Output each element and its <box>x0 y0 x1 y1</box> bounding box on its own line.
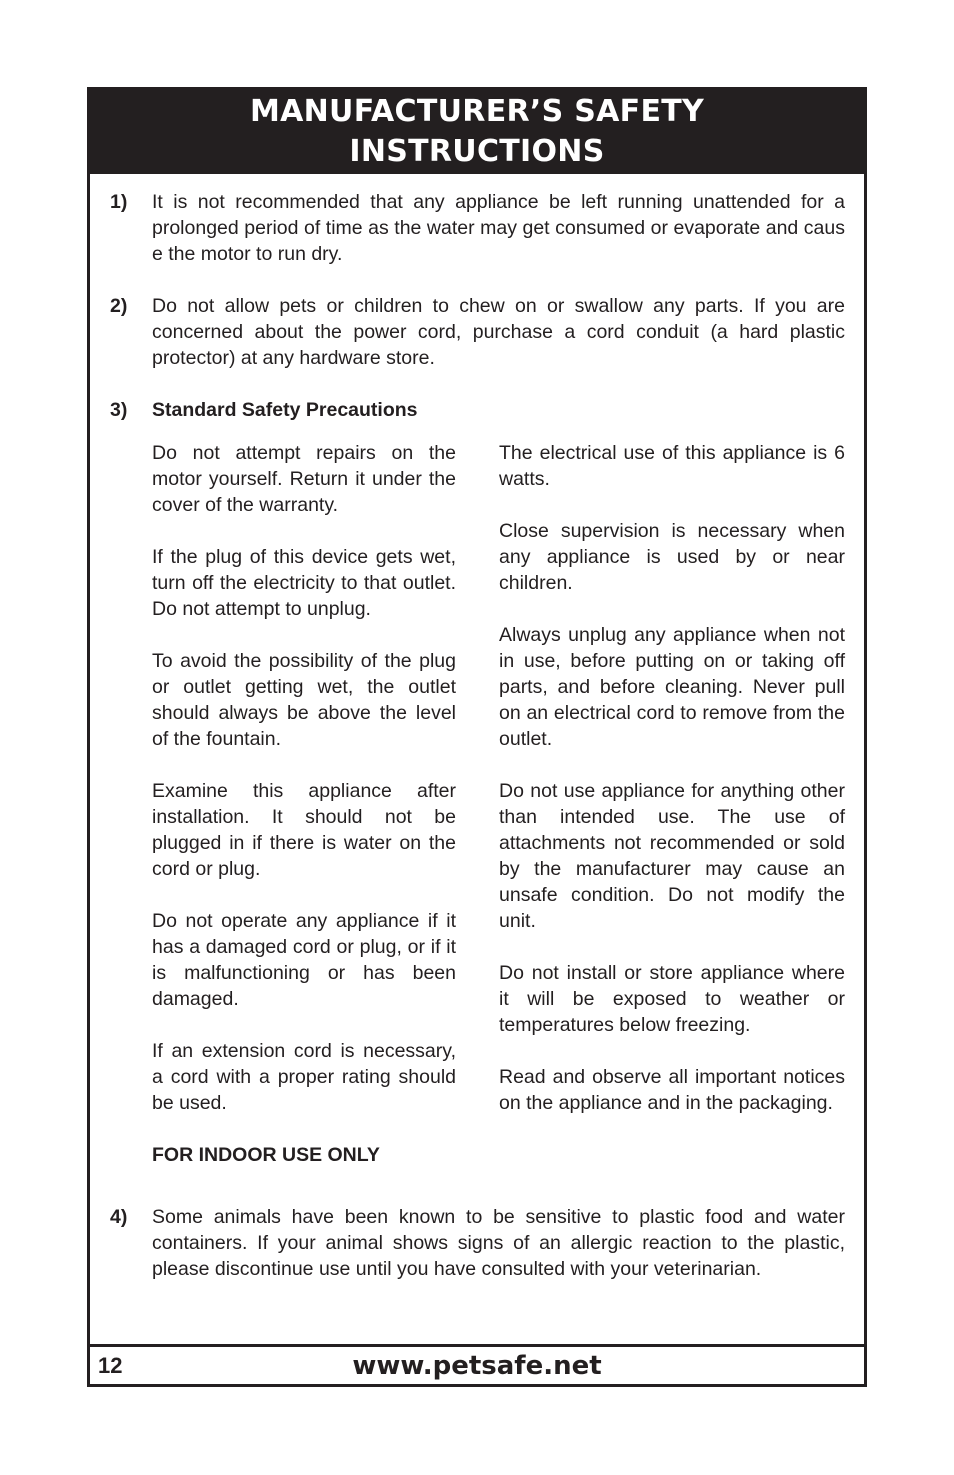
precaution-paragraph: Close supervision is necessary when any appliance is used by or near children. <box>499 520 845 594</box>
website-link[interactable]: www.petsafe.net <box>352 1351 602 1381</box>
precaution-paragraph: Examine this appliance after installation. It should not be plugged in if there is water on the cord or plug. <box>152 780 456 880</box>
indoor-use-notice: FOR INDOOR USE ONLY <box>152 1144 380 1166</box>
item-text: Do not allow pets or children to chew on or swallow any parts. If you are concerned about the power cord, purchase a cord conduit (a hard plastic protector) at any hardware store. <box>152 295 845 369</box>
item-number: 3) <box>110 399 128 421</box>
precaution-paragraph: If an extension cord is necessary, a cord with a proper rating should be used. <box>152 1040 456 1114</box>
page-number: 12 <box>98 1353 123 1378</box>
instruction-item-2 <box>110 293 845 371</box>
page-header <box>90 90 864 174</box>
page-footer <box>90 1344 864 1387</box>
precautions-left-column <box>152 440 456 1168</box>
instruction-item-4 <box>110 1204 845 1282</box>
precaution-paragraph: The electrical use of this appliance is 6 watts. <box>499 442 845 490</box>
precaution-paragraph: Always unplug any appliance when not in use, before putting on or taking off parts, and before cleaning. Never pull on an electrical cord to remove from the outlet. <box>499 624 845 750</box>
instruction-item-1 <box>110 189 845 267</box>
instruction-item-3 <box>110 397 845 423</box>
precaution-paragraph: Do not install or store appliance where it will be exposed to weather or temperatures below freezing. <box>499 962 845 1036</box>
precautions-right-column <box>499 440 845 1142</box>
precaution-paragraph: Do not attempt repairs on the motor yourself. Return it under the cover of the warranty. <box>152 442 456 516</box>
precaution-paragraph: Read and observe all important notices on the appliance and in the packaging. <box>499 1066 845 1114</box>
page-title: MANUFACTURER’S SAFETY INSTRUCTIONS <box>249 94 705 169</box>
item-text: It is not recommended that any appliance be left running unattended for a prolonged period of time as the water may get consumed or evaporate and caus e the motor to run dry. <box>152 191 845 265</box>
item-number: 1) <box>110 191 128 213</box>
item-number: 2) <box>110 295 128 317</box>
precaution-paragraph: Do not operate any appliance if it has a damaged cord or plug, or if it is malfunctioning or has been damaged. <box>152 910 456 1010</box>
section-heading: Standard Safety Precautions <box>152 399 418 421</box>
precaution-paragraph: To avoid the possibility of the plug or outlet getting wet, the outlet should always be above the level of the fountain. <box>152 650 456 750</box>
precaution-paragraph: Do not use appliance for anything other than intended use. The use of attachments not recommended or sold by the manufacturer may cause an unsafe condition. Do not modify the unit. <box>499 780 845 932</box>
page-frame <box>87 87 867 1387</box>
item-text: Some animals have been known to be sensitive to plastic food and water containers. If your animal shows signs of an allergic reaction to the plastic, please discontinue use until you have consulted with your veterinarian. <box>152 1206 845 1280</box>
precaution-paragraph: If the plug of this device gets wet, turn off the electricity to that outlet. Do not attempt to unplug. <box>152 546 456 620</box>
item-number: 4) <box>110 1206 128 1228</box>
